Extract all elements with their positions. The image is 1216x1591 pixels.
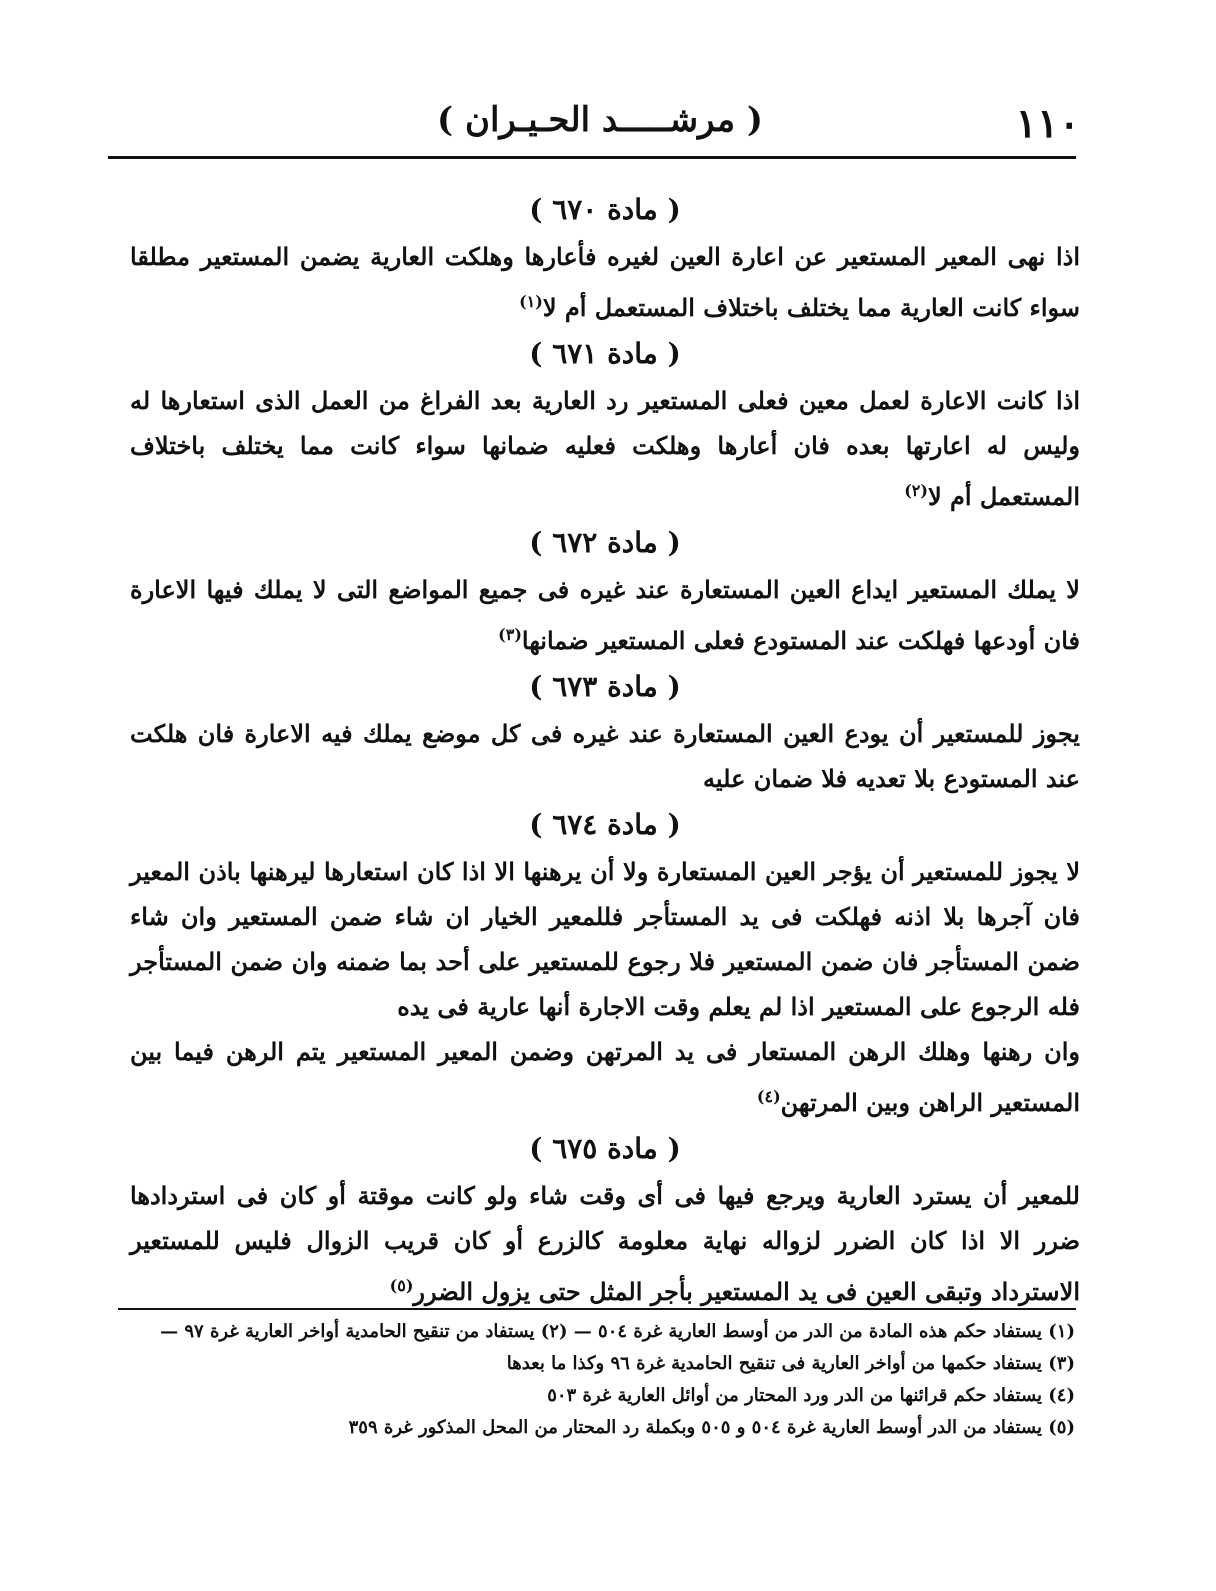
paragraph-text: اذا كانت الاعارة لعمل معين فعلى المستعير رد العارية بعد الفراغ من العمل الذى استعارها له وليس له اعارتها بعده فان أعارها وهلكت فعليه ضمانها سواء كانت مما يختلف باختلاف المستعمل أم لا (130, 386, 1081, 511)
article-673 (130, 663, 1080, 801)
footnote-marker: (٢) (904, 481, 928, 500)
paragraph-text: وان رهنها وهلك الرهن المستعار فى يد المرتهن وضمن المعير المستعير يتم الرهن فيما بين المستعير الراهن وبين المرتهن (130, 1037, 1080, 1117)
footnote: (١) يستفاد حكم هذه المادة من الدر من أوسط العارية غرة ٥٠٤ — (٢) يستفاد من تنقيح الحامدية أواخر العارية غرة ٩٧ — (٣) يستفاد حكمها من أواخر العارية فى تنقيح الحامدية غرة ٩٦ وكذا ما بعدها (160, 1321, 1075, 1374)
header-rule (108, 156, 1076, 159)
article-heading: ( مادة ٦٧٢ ) (529, 526, 681, 559)
footnote-marker: (٣) (498, 625, 522, 644)
page-number: ١١٠ (1015, 100, 1080, 147)
footnote-rule (118, 1308, 1076, 1310)
article-paragraph (130, 1029, 1080, 1125)
footnote: (٥) يستفاد من الدر أوسط العارية غرة ٥٠٤ و ٥٠٥ وبكملة رد المحتار من المحل المذكور غرة ٣٥٩ (348, 1417, 1075, 1438)
footnotes (130, 1316, 1075, 1444)
article-671 (130, 330, 1080, 519)
footnote: (٤) يستفاد حكم قرائنها من الدر ورد المحتار من أوائل العارية غرة ٥٠٣ (547, 1385, 1075, 1406)
article-670 (130, 186, 1080, 330)
paragraph-text: لا يملك المستعير ايداع العين المستعارة عند غيره فى جميع المواضع التى لا يملك فيها الاعارة فان أودعها فهلكت عند المستودع فعلى المستعير ضمانها (130, 575, 1080, 655)
article-paragraph (130, 567, 1080, 663)
article-paragraph (130, 378, 1080, 519)
paragraph-text: اذا نهى المعير المستعير عن اعارة العين لغيره فأعارها وهلكت العارية يضمن المستعير مطلقا سواء كانت العارية مما يختلف باختلاف المستعمل أم لا (130, 242, 1080, 322)
article-paragraph (130, 234, 1080, 330)
page-header (120, 96, 1080, 158)
article-674 (130, 801, 1080, 1125)
article-paragraph (130, 711, 1080, 801)
article-heading: ( مادة ٦٧٠ ) (529, 193, 681, 226)
article-heading: ( مادة ٦٧٤ ) (529, 808, 681, 841)
running-title: ( مرشـــــد الحـيـران ) (437, 100, 763, 140)
footnote-marker: (٤) (756, 1087, 781, 1106)
article-heading: ( مادة ٦٧١ ) (529, 337, 681, 370)
article-paragraph (130, 1173, 1080, 1314)
footnote-marker: (١) (519, 292, 543, 311)
paragraph-text: لا يجوز للمستعير أن يؤجر العين المستعارة ولا أن يرهنها الا اذا كان استعارها ليرهنها باذن المعير فان آجرها بلا اذنه فهلكت فى يد المستأجر فللمعير الخيار ان شاء ضمن المستعير وان شاء ضمن المستأجر فان ضمن المستعير فلا رجوع للمستعير على أحد بما ضمنه وان ضمن المستأجر فله الرجوع على المستعير اذا لم يعلم وقت الاجارة أنها عارية فى يده (130, 857, 1080, 1021)
article-heading: ( مادة ٦٧٣ ) (529, 670, 681, 703)
article-heading: ( مادة ٦٧٥ ) (529, 1132, 681, 1165)
article-675 (130, 1125, 1080, 1314)
article-paragraph (130, 849, 1080, 1029)
article-672 (130, 519, 1080, 663)
footnote-marker: (٥) (389, 1276, 414, 1295)
body-text (130, 186, 1080, 1314)
paragraph-text: يجوز للمستعير أن يودع العين المستعارة عند غيره فى كل موضع يملك فيه الاعارة فان هلكت عند المستودع بلا تعديه فلا ضمان عليه (130, 719, 1080, 793)
paragraph-text: للمعير أن يسترد العارية ويرجع فيها فى أى وقت شاء ولو كانت موقتة أو كان فى استردادها ضرر الا اذا كان الضرر لزواله نهاية معلومة كالزرع أو كان قريب الزوال فليس للمستعير الاسترداد وتبقى العين فى يد المستعير بأجر المثل حتى يزول الضرر (130, 1181, 1080, 1306)
